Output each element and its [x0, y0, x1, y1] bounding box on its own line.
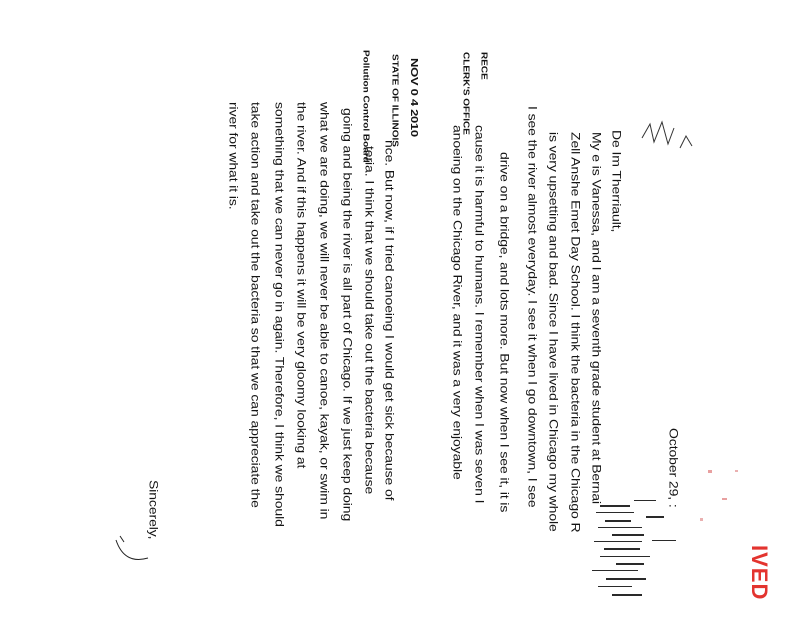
stamp-clerks-office: CLERK'S OFFICE — [461, 52, 470, 135]
letter-line: nce. But now, if I tried canoeing I would get sick because of — [383, 140, 397, 501]
letter-line: what we are doing, we will never be able to canoe, kayak, or swim in — [318, 102, 332, 520]
letter-date: October 29, : — [667, 428, 681, 508]
signature-scribble — [112, 528, 152, 568]
letter-closing: Sincerely, — [147, 480, 161, 540]
stamp-state: STATE OF ILLINOIS — [390, 54, 399, 147]
letter-line: take action and take out the bacteria so that we can appreciate the — [249, 102, 263, 508]
letter-line: something that we can never go in again. Therefore, I think we should — [273, 102, 287, 527]
letter-line: going and being the river is all part of Chicago. If we just keep doing — [341, 108, 355, 522]
stamp-board: Pollution Control Board — [361, 50, 370, 163]
letter-line: My e is Vanessa, and I am a seventh grade student at Bernai — [590, 132, 604, 505]
letter-line: anoeing on the Chicago River, and it was a very enjoyable — [451, 125, 465, 480]
letter-line: cause it is harmful to humans. I remember when I was seven I — [473, 125, 487, 504]
stamp-received: RECE — [479, 52, 488, 80]
letter-line: the river. And if this happens it will be very gloomy looking at — [295, 102, 309, 469]
letter-line: drive on a bridge, and lots more. But now when I see it, it is — [498, 152, 512, 513]
letter-line: I see the river almost everyday. I see it when I go downtown, I see — [526, 106, 540, 508]
scan-noise-top — [640, 118, 700, 158]
letter-line: river for what it is. — [227, 102, 241, 210]
stamp-red-received: IVED — [747, 545, 772, 601]
letter-line: is very upsetting and bad. Since I have lived in Chicago my whole — [547, 132, 561, 532]
letter-greeting: De Im Therriault, — [610, 130, 624, 233]
stamp-date: NOV 0 4 2010 — [408, 58, 421, 137]
letter-line: teria. I think that we should take out the bacteria because — [363, 146, 377, 495]
letter-line: Zell Anshe Emet Day School. I think the bacteria in the Chicago R — [569, 132, 583, 533]
